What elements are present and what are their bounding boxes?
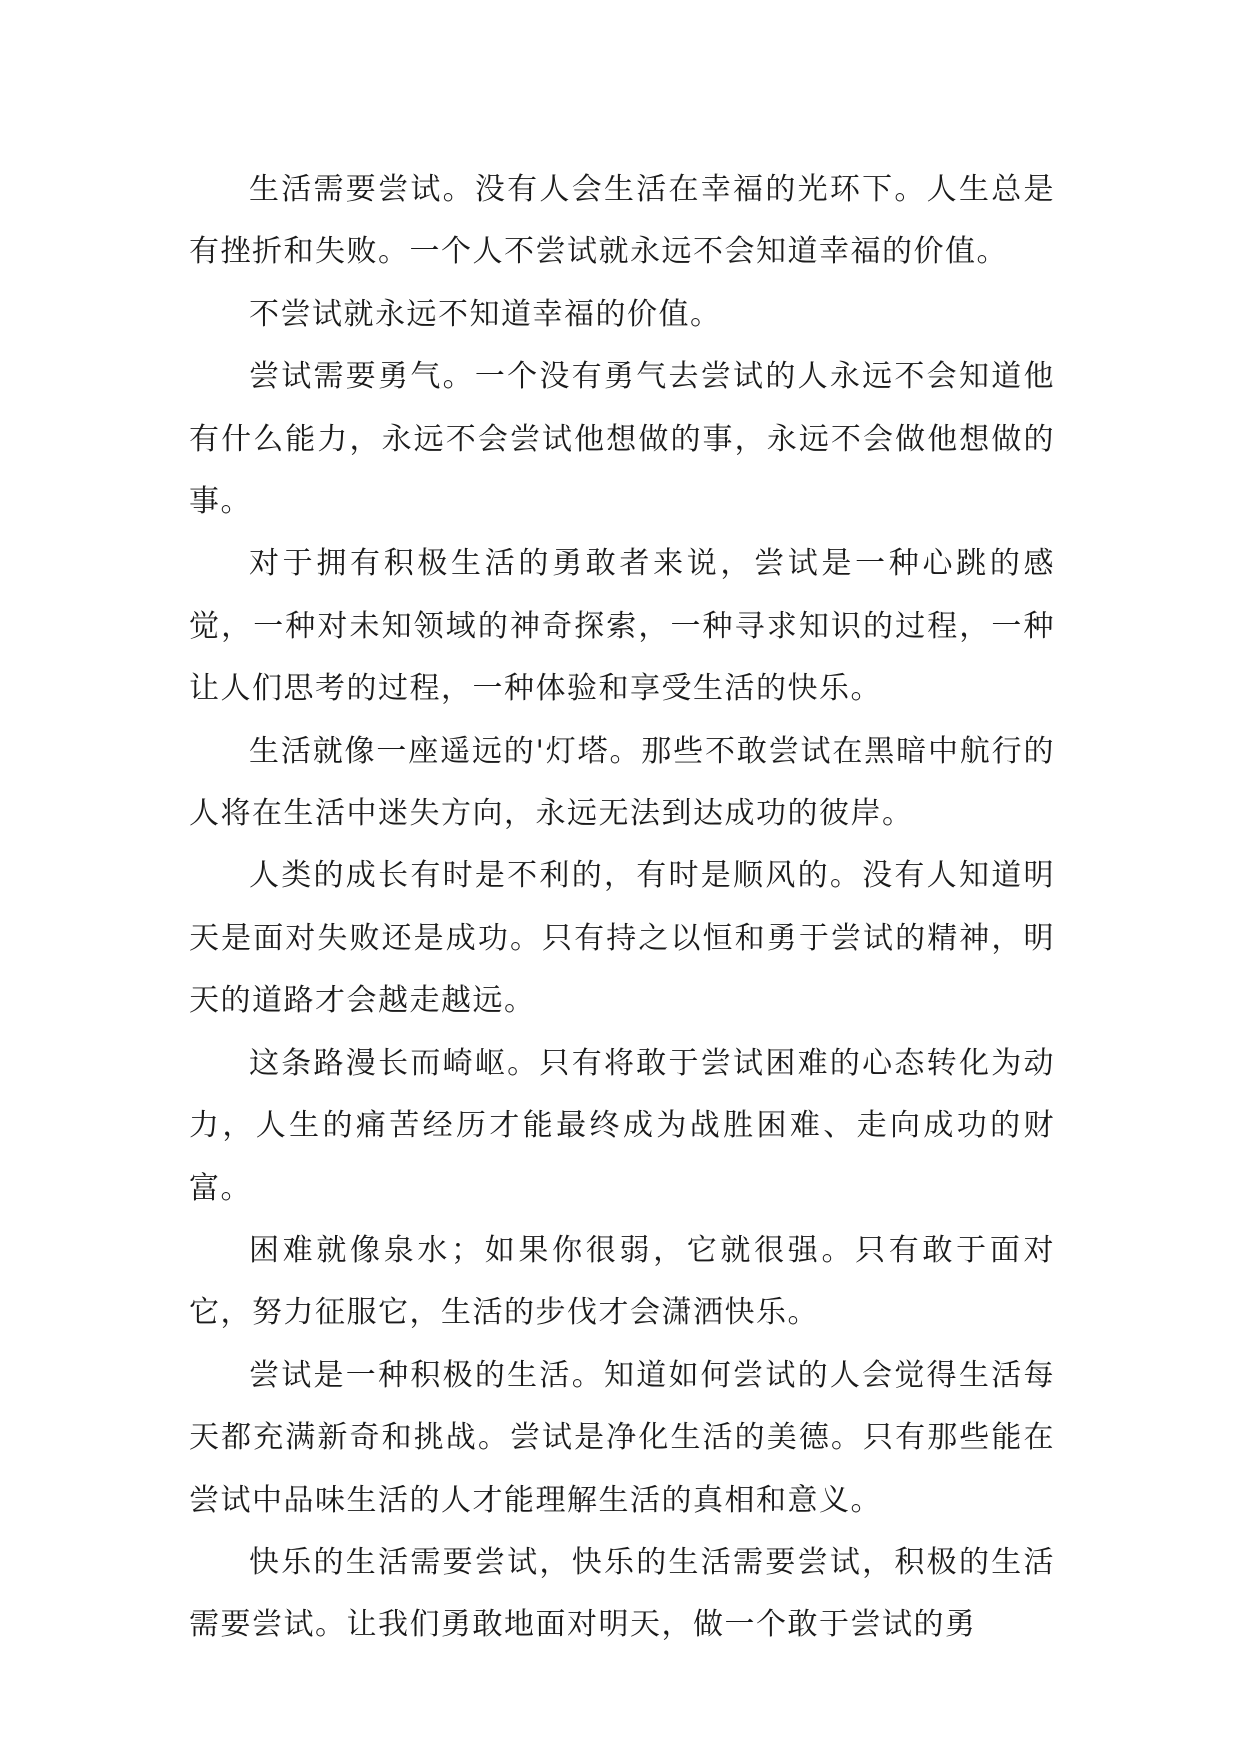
document-body — [189, 159, 1055, 1657]
paragraph: 困难就像泉水；如果你很弱，它就很强。只有敢于面对它，努力征服它，生活的步伐才会潇洒快乐。 — [189, 1232, 1055, 1331]
paragraph: 不尝试就永远不知道幸福的价值。 — [249, 296, 722, 332]
paragraph: 这条路漫长而崎岖。只有将敢于尝试困难的心态转化为动力，人生的痛苦经历才能最终成为战胜困难、走向成功的财富。 — [189, 1045, 1055, 1206]
paragraph: 生活就像一座遥远的'灯塔。那些不敢尝试在黑暗中航行的人将在生活中迷失方向，永远无法到达成功的彼岸。 — [189, 733, 1055, 832]
paragraph: 快乐的生活需要尝试，快乐的生活需要尝试，积极的生活需要尝试。让我们勇敢地面对明天，做一个敢于尝试的勇 — [189, 1544, 1055, 1643]
paragraph: 生活需要尝试。没有人会生活在幸福的光环下。人生总是有挫折和失败。一个人不尝试就永远不会知道幸福的价值。 — [189, 172, 1055, 270]
paragraph: 尝试需要勇气。一个没有勇气去尝试的人永远不会知道他有什么能力，永远不会尝试他想做的事，永远不会做他想做的事。 — [189, 359, 1055, 520]
paragraph: 对于拥有积极生活的勇敢者来说，尝试是一种心跳的感觉，一种对未知领域的神奇探索，一种寻求知识的过程，一种让人们思考的过程，一种体验和享受生活的快乐。 — [189, 546, 1055, 707]
paragraph: 尝试是一种积极的生活。知道如何尝试的人会觉得生活每天都充满新奇和挑战。尝试是净化生活的美德。只有那些能在尝试中品味生活的人才能理解生活的真相和意义。 — [189, 1357, 1055, 1518]
paragraph: 人类的成长有时是不利的，有时是顺风的。没有人知道明天是面对失败还是成功。只有持之以恒和勇于尝试的精神，明天的道路才会越走越远。 — [189, 858, 1055, 1019]
